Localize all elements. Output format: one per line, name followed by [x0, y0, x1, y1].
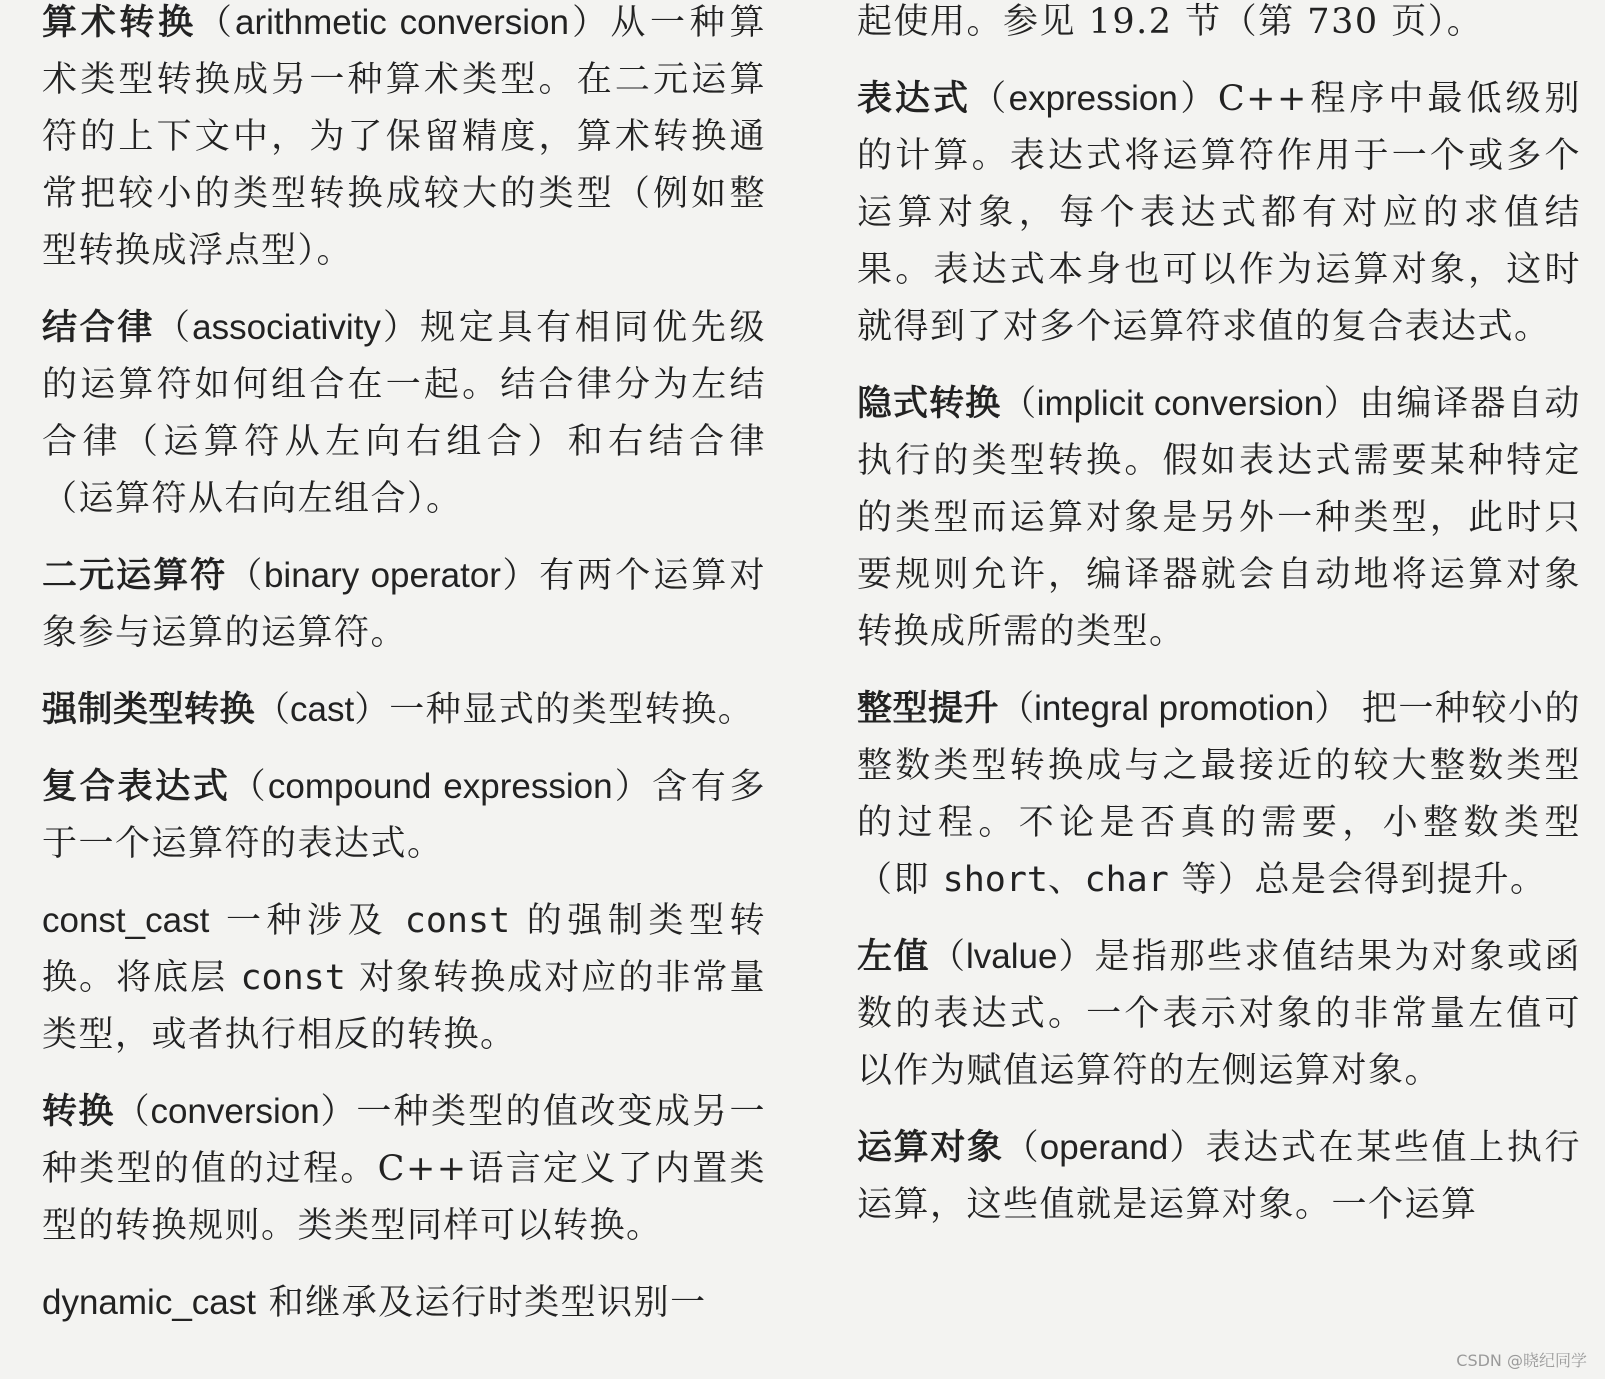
glossary-entry-conversion [42, 1083, 766, 1255]
entry-definition-part: 对象转换成对应的非常量类型，或者执行相反的转换。 [42, 958, 766, 1055]
entry-definition-part: 一种涉及 [209, 901, 405, 941]
entry-term-en: const_cast [42, 901, 210, 940]
entry-term-en: （binary operator） [227, 556, 540, 595]
entry-term: 转换 [42, 1092, 115, 1132]
entry-term-en: dynamic_cast [42, 1283, 256, 1322]
code-keyword: char [1084, 860, 1169, 900]
entry-term: 左值 [857, 937, 931, 977]
entry-term: 结合律 [42, 308, 155, 348]
entry-definition: 有两个运算对象参与运算的运算符。 [42, 556, 766, 653]
entry-term-en: （associativity） [155, 308, 421, 347]
code-keyword: const [404, 901, 511, 941]
glossary-entry-arithmetic-conversion [42, 0, 766, 280]
entry-term-en: （operand） [1003, 1128, 1206, 1167]
glossary-entry-lvalue [857, 928, 1581, 1100]
entry-term-en: （implicit conversion） [1001, 384, 1360, 423]
entry-term-en: （arithmetic conversion） [196, 3, 611, 42]
entry-term: 整型提升 [857, 689, 1000, 729]
glossary-entry-dynamic-cast [42, 1274, 766, 1332]
code-keyword: const [240, 958, 346, 998]
entry-term: 二元运算符 [42, 556, 228, 596]
entry-term-en: （expression） [971, 79, 1218, 118]
entry-term-en: （conversion） [114, 1092, 357, 1131]
entry-term-en: （compound expression） [230, 767, 653, 806]
entry-definition: 从一种算术类型转换成另一种算术类型。在二元运算符的上下文中，为了保留精度，算术转换通常把较小的类型转换成较大的类型（例如整型转换成浮点型）。 [42, 3, 766, 271]
right-column [857, 0, 1581, 1253]
glossary-entry-expression [857, 70, 1581, 356]
entry-term: 表达式 [857, 79, 972, 119]
entry-definition: 由编译器自动执行的类型转换。假如表达式需要某种特定的类型而运算对象是另外一种类型，此时只要规则允许，编译器就会自动地将运算对象转换成所需的类型。 [857, 384, 1581, 652]
entry-definition-part: 等）总是会得到提升。 [1168, 860, 1547, 900]
entry-definition: 一种显式的类型转换。 [389, 690, 755, 730]
csdn-watermark: CSDN @晓纪同学 [1456, 1351, 1587, 1370]
glossary-entry-associativity [42, 299, 766, 528]
glossary-entry-implicit-conversion [857, 375, 1581, 661]
entry-definition: 一种类型的值改变成另一种类型的值的过程。C++语言定义了内置类型的转换规则。类类型同样可以转换。 [42, 1092, 766, 1246]
entry-definition: 含有多于一个运算符的表达式。 [42, 767, 766, 864]
glossary-entry-const-cast [42, 892, 766, 1064]
entry-term: 复合表达式 [42, 767, 231, 807]
code-keyword: short [942, 860, 1048, 900]
entry-definition: 表达式在某些值上执行运算，这些值就是运算对象。一个运算 [857, 1128, 1581, 1225]
left-column [42, 0, 766, 1351]
entry-definition: 是指那些求值结果为对象或函数的表达式。一个表示对象的非常量左值可以作为赋值运算符的左侧运算对象。 [857, 937, 1581, 1091]
entry-term: 强制类型转换 [42, 690, 256, 730]
continuation-text: 起使用。参见 19.2 节（第 730 页）。 [857, 2, 1484, 42]
entry-term-en: （lvalue） [930, 937, 1095, 976]
entry-definition: 规定具有相同优先级的运算符如何组合在一起。结合律分为左结合律（运算符从左向右组合）和右结合律（运算符从右向左组合）。 [42, 308, 766, 519]
entry-term: 运算对象 [857, 1128, 1004, 1168]
entry-term: 算术转换 [42, 3, 197, 43]
entry-separator: 、 [1048, 860, 1085, 900]
entry-definition-part: 的强制类型转换。将底层 [42, 901, 766, 998]
entry-term-en: （integral promotion） [999, 689, 1350, 728]
glossary-entry-compound-expression [42, 758, 766, 873]
entry-definition: 和继承及运行时类型识别一 [255, 1283, 707, 1323]
glossary-entry-cast [42, 681, 766, 739]
glossary-entry-integral-promotion [857, 680, 1581, 909]
glossary-entry-operand [857, 1119, 1581, 1234]
glossary-entry-binary-operator [42, 547, 766, 662]
entry-definition-part: 把一种较小的整数类型转换成与之最接近的较大整数类型的过程。不论是否真的需要，小整数类型（即 [857, 689, 1581, 900]
entry-term: 隐式转换 [857, 384, 1002, 424]
entry-term-en: （cast） [255, 690, 390, 729]
entry-definition: C++程序中最低级别的计算。表达式将运算符作用于一个或多个运算对象，每个表达式都有对应的求值结果。表达式本身也可以作为运算对象，这时就得到了对多个运算符求值的复合表达式。 [857, 79, 1581, 347]
